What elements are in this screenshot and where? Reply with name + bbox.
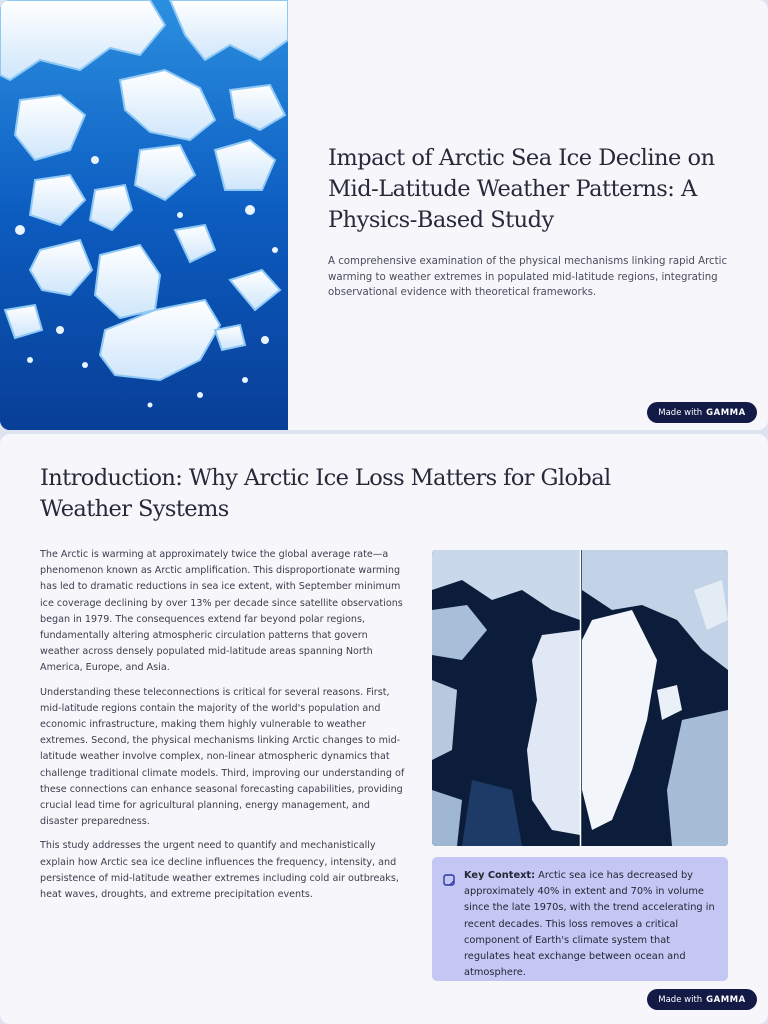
key-context-callout xyxy=(432,857,728,981)
gamma-logo: GAMMA xyxy=(706,994,746,1005)
page-subtitle: A comprehensive examination of the physical mechanisms linking rapid Arctic warming to weather extremes in populated mid-latitude regions, integrating observational evidence with theoretical frameworks. xyxy=(328,256,728,298)
introduction-slide xyxy=(0,434,768,1024)
hero-ice-image xyxy=(0,0,288,430)
callout-text xyxy=(464,868,716,981)
note-icon xyxy=(443,871,455,883)
made-with-gamma-badge[interactable] xyxy=(647,989,757,1010)
satellite-comparison-image xyxy=(432,550,728,846)
paragraph: The Arctic is warming at approximately twice the global average rate—a phenomenon known as Arctic amplification. This disproportionate warming has led to dramatic reductions in sea ice extent, with September minimum ice coverage declining by over 13% per decade since satellite observations began in 1979. The consequences extend far beyond polar regions, fundamentally altering atmospheric circulation patterns that govern weather across densely populated mid-latitude areas spanning North America, Europe, and Asia. xyxy=(40,549,403,674)
gamma-logo: GAMMA xyxy=(706,407,746,418)
body-text xyxy=(40,547,406,911)
callout-label: Key Context: xyxy=(464,870,536,881)
paragraph: Understanding these teleconnections is critical for several reasons. First, mid-latitude regions contain the majority of the world's population and economic infrastructure, making them highly vulnerable to weather extremes. Second, the physical mechanisms linking Arctic changes to mid-latitude weather involve complex, non-linear atmospheric dynamics that challenge traditional climate models. Third, improving our understanding of these connections can enhance seasonal forecasting capabilities, providing crucial lead time for agricultural planning, energy management, and disaster preparedness. xyxy=(40,686,405,828)
paragraph: This study addresses the urgent need to quantify and mechanistically explain how Arctic sea ice decline influences the frequency, intensity, and persistence of mid-latitude weather extremes including cold air outbreaks, heat waves, droughts, and extreme precipitation events. xyxy=(40,840,399,901)
page-title: Impact of Arctic Sea Ice Decline on Mid-Latitude Weather Patterns: A Physics-Based Study xyxy=(328,145,715,233)
callout-body: Arctic sea ice has decreased by approximately 40% in extent and 70% in volume since the late 1970s, with the trend accelerating in recent decades. This loss removes a critical component of Earth's climate system that regulates heat exchange between ocean and atmosphere. xyxy=(464,870,715,979)
badge-prefix: Made with xyxy=(658,407,703,418)
title-block xyxy=(328,143,738,301)
badge-prefix: Made with xyxy=(658,994,703,1005)
made-with-gamma-badge[interactable] xyxy=(647,402,757,423)
section-title: Introduction: Why Arctic Ice Loss Matters for Global Weather Systems xyxy=(40,465,611,522)
title-slide xyxy=(0,0,768,430)
